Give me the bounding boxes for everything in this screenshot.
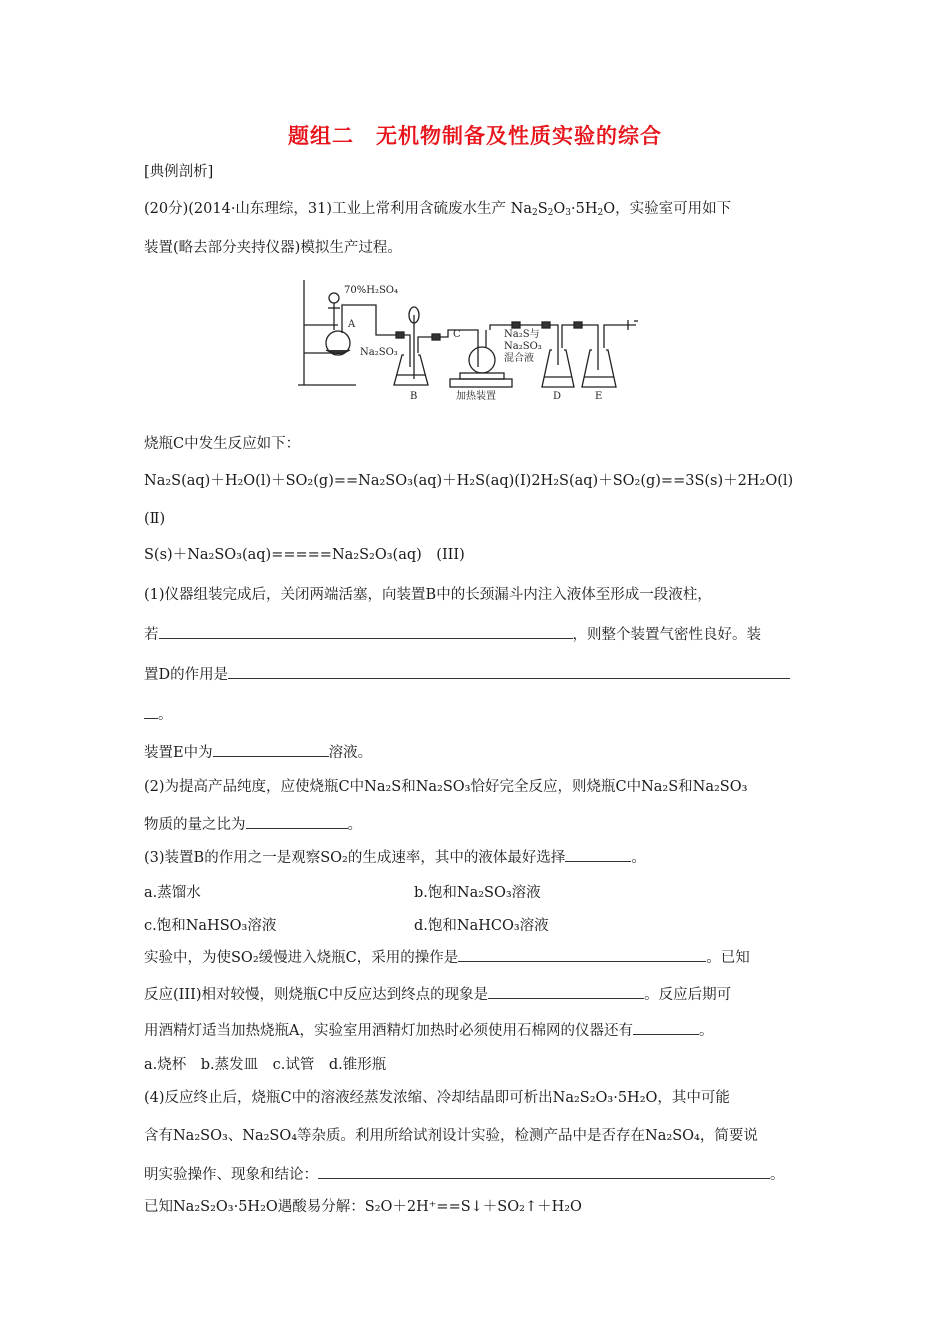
- q1-line-1: (1)仪器组装完成后，关闭两端活塞，向装置B中的长颈漏斗内注入液体至形成一段液柱，: [144, 587, 712, 603]
- label-mix-1: Na₂S与: [504, 329, 540, 340]
- reaction-3: S(s)＋Na₂SO₃(aq)=====Na₂S₂O₃(aq) (III): [144, 547, 465, 563]
- section-tag: [典例剖析]: [144, 164, 214, 180]
- answer-blank-q3-endpoint[interactable]: [488, 984, 644, 999]
- intro-line-1: (20分)(2014·山东理综，31)工业上常利用含硫废水生产 $Na_2S_2O_3\cdot 5H_2O$，实验室可用如下: [144, 201, 732, 218]
- label-mix-2: Na₂SO₃: [504, 341, 542, 352]
- q3-liquid: (3)装置B的作用之一是观察SO₂的生成速率，其中的液体最好选择: [144, 850, 566, 866]
- reaction-1-2: Na₂S(aq)＋H₂O(l)＋SO₂(g)==Na₂SO₃(aq)＋H₂S(aq)(Ⅰ)2H₂S(aq)＋SO₂(g)==3S(s)＋2H₂O(l): [144, 473, 794, 489]
- q4-line-4: 已知Na₂S₂O₃·5H₂O遇酸易分解：S₂O＋2H⁺==S↓＋SO₂↑＋H₂O: [144, 1199, 582, 1215]
- label-na2so3: Na₂SO₃: [360, 347, 398, 358]
- answer-blank-q1-device-d-cont[interactable]: [144, 704, 158, 719]
- label-heat: 加热装置: [456, 391, 496, 402]
- answer-blank-q3-asbestos[interactable]: [633, 1020, 699, 1035]
- q1-device-d: 置D的作用是: [144, 667, 229, 683]
- q1-device-e: 装置E中为: [144, 745, 213, 761]
- apparatus-figure: [298, 275, 648, 403]
- q2-line-1: (2)为提高产品纯度，应使烧瓶C中Na₂S和Na₂SO₃恰好完全反应，则烧瓶C中Na₂S和Na₂SO₃: [144, 779, 748, 795]
- q3-period: 。: [631, 850, 646, 866]
- q3-line-7: a.烧杯 b.蒸发皿 c.试管 d.锥形瓶: [144, 1057, 387, 1073]
- reaction-2-tag: (Ⅱ): [144, 511, 166, 527]
- label-c: C: [453, 329, 461, 340]
- answer-blank-q1-airtight[interactable]: [159, 624, 573, 639]
- q3-option-b[interactable]: b.饱和Na₂SO₃溶液: [414, 885, 541, 901]
- q4-period: 。: [770, 1167, 785, 1183]
- q3-operation: 实验中，为使SO₂缓慢进入烧瓶C，采用的操作是: [144, 950, 459, 966]
- q1-period: 。: [158, 707, 173, 723]
- q4-procedure: 明实验操作、现象和结论：: [144, 1167, 318, 1183]
- label-acid: 70%H₂SO₄: [344, 285, 399, 296]
- intro-line-2: 装置(略去部分夹持仪器)模拟生产过程。: [144, 240, 402, 256]
- q4-line-3: [144, 1164, 785, 1185]
- q3-later: 。反应后期可: [644, 987, 732, 1003]
- intro-text-1: (20分)(2014·山东理综，31)工业上常利用含硫废水生产 Na: [144, 201, 532, 217]
- q3-line-5: [144, 984, 731, 1005]
- reactions-lead: 烧瓶C中发生反应如下：: [144, 436, 301, 452]
- q4-line-1: (4)反应终止后，烧瓶C中的溶液经蒸发浓缩、冷却结晶即可析出Na₂S₂O₃·5H₂O，其中可能: [144, 1090, 730, 1106]
- answer-blank-q2-ratio[interactable]: [246, 814, 348, 829]
- label-e: E: [595, 391, 603, 402]
- answer-blank-q3-operation[interactable]: [458, 947, 706, 962]
- q1-line-4: [144, 704, 173, 725]
- q3-line-6: [144, 1020, 713, 1041]
- q1-line-3: [144, 664, 790, 685]
- q3-option-a[interactable]: a.蒸馏水: [144, 885, 201, 901]
- q3-asbestos: 用酒精灯适当加热烧瓶A，实验室用酒精灯加热时必须使用石棉网的仪器还有: [144, 1023, 633, 1039]
- intro-text-5: O，实验室可用如下: [603, 201, 732, 217]
- q3-endpoint: 反应(III)相对较慢，则烧瓶C中反应达到终点的现象是: [144, 987, 489, 1003]
- label-b: B: [410, 391, 418, 402]
- q1-line-2: [144, 624, 761, 645]
- label-a: A: [348, 319, 356, 330]
- page-title: 题组二 无机物制备及性质实验的综合: [288, 124, 662, 148]
- answer-blank-q3-liquid[interactable]: [565, 847, 631, 862]
- q2-line-2: [144, 814, 362, 835]
- q2-period: 。: [347, 817, 362, 833]
- label-mix-3: 混合液: [504, 353, 534, 364]
- intro-text-3: O: [553, 201, 566, 217]
- q3-period-2: 。: [698, 1023, 714, 1039]
- answer-blank-q4-procedure[interactable]: [318, 1164, 770, 1179]
- q3-line-4: [144, 947, 750, 968]
- q3-option-d[interactable]: d.饱和NaHCO₃溶液: [414, 918, 549, 934]
- q4-line-2: 含有Na₂SO₃、Na₂SO₄等杂质。利用所给试剂设计实验，检测产品中是否存在Na₂SO₄，简要说: [144, 1128, 758, 1144]
- q1-tail: ，则整个装置气密性良好。装: [572, 627, 761, 643]
- q3-known: 。已知: [706, 950, 750, 966]
- intro-text-2: S: [537, 201, 548, 217]
- intro-text-4: ·5H: [571, 201, 598, 217]
- q3-line-1: [144, 847, 646, 868]
- answer-blank-q1-device-d[interactable]: [228, 664, 790, 679]
- answer-blank-q1-device-e[interactable]: [213, 742, 329, 757]
- q2-ratio: 物质的量之比为: [144, 817, 246, 833]
- label-d: D: [553, 391, 562, 402]
- q1-if: 若: [144, 627, 159, 643]
- q1-solution: 溶液。: [328, 745, 373, 761]
- q3-option-c[interactable]: c.饱和NaHSO₃溶液: [144, 918, 277, 934]
- q1-line-5: [144, 742, 372, 763]
